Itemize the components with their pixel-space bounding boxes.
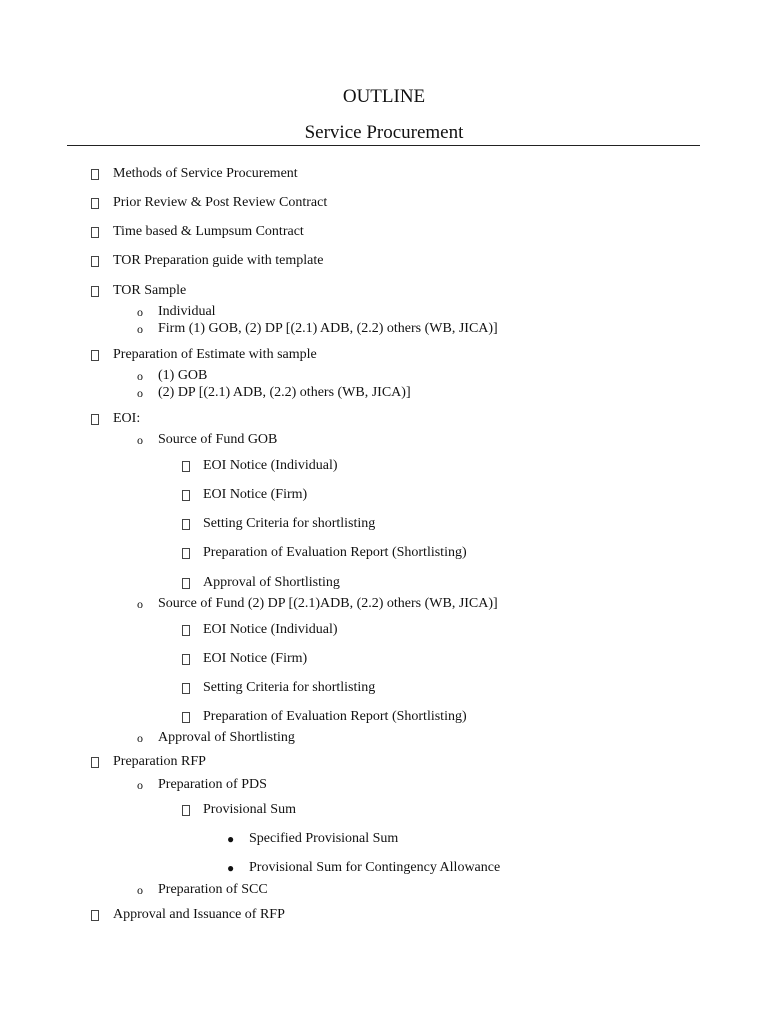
outline-item-text: TOR Preparation guide with template [113,253,324,268]
outline-item-text: Approval and Issuance of RFP [113,907,285,922]
square-bullet-icon [91,227,99,238]
circle-bullet-icon: o [137,386,143,400]
outline-item-text: Source of Fund (2) DP [(2.1)ADB, (2.2) others (WB, JICA)] [158,596,498,611]
square-bullet-icon [91,198,99,209]
square-bullet-icon [91,414,99,425]
square-bullet-icon [182,519,190,530]
outline-item-text: Preparation of Evaluation Report (Shortlisting) [203,545,467,560]
dot-bullet-icon: ● [227,832,235,846]
outline-item-text: Preparation of PDS [158,777,267,792]
outline-item-text: (2) DP [(2.1) ADB, (2.2) others (WB, JICA)] [158,385,411,400]
outline-item-text: Preparation of Evaluation Report (Shortlisting) [203,709,467,724]
outline-item-text: Approval of Shortlisting [203,575,340,590]
outline-item-text: Approval of Shortlisting [158,730,295,745]
circle-bullet-icon: o [137,597,143,611]
outline-item-text: EOI Notice (Firm) [203,487,308,502]
square-bullet-icon [91,910,99,921]
title-divider [67,145,700,146]
outline-item-text: Setting Criteria for shortlisting [203,680,376,695]
square-bullet-icon [91,757,99,768]
circle-bullet-icon: o [137,731,143,745]
circle-bullet-icon: o [137,322,143,336]
square-bullet-icon [182,490,190,501]
square-bullet-icon [182,461,190,472]
page-title: OUTLINE [342,86,426,107]
square-bullet-icon [91,256,99,267]
outline-item-text: Prior Review & Post Review Contract [113,195,328,210]
outline-item-text: EOI: [113,411,141,426]
outline-item-text: TOR Sample [113,283,187,298]
outline-item-text: Preparation RFP [113,754,206,769]
circle-bullet-icon: o [137,305,143,319]
outline-item-text: EOI Notice (Firm) [203,651,308,666]
circle-bullet-icon: o [137,778,143,792]
outline-item-text: Provisional Sum [203,802,296,817]
outline-item-text: EOI Notice (Individual) [203,622,338,637]
circle-bullet-icon: o [137,883,143,897]
square-bullet-icon [182,712,190,723]
square-bullet-icon [182,578,190,589]
outline-item-text: EOI Notice (Individual) [203,458,338,473]
outline-item-text: Provisional Sum for Contingency Allowance [249,860,501,875]
circle-bullet-icon: o [137,369,143,383]
outline-item-text: Firm (1) GOB, (2) DP [(2.1) ADB, (2.2) others (WB, JICA)] [158,321,498,336]
outline-item-text: Methods of Service Procurement [113,166,298,181]
outline-item-text: Preparation of Estimate with sample [113,347,317,362]
dot-bullet-icon: ● [227,861,235,875]
outline-item-text: Specified Provisional Sum [249,831,399,846]
outline-item-text: Time based & Lumpsum Contract [113,224,304,239]
outline-item-text: (1) GOB [158,368,208,383]
square-bullet-icon [182,805,190,816]
square-bullet-icon [182,548,190,559]
outline-item-text: Individual [158,304,216,319]
circle-bullet-icon: o [137,433,143,447]
outline-item-text: Preparation of SCC [158,882,268,897]
square-bullet-icon [182,625,190,636]
page-subtitle: Service Procurement [304,122,464,143]
square-bullet-icon [91,350,99,361]
outline-item-text: Source of Fund GOB [158,432,278,447]
square-bullet-icon [91,169,99,180]
square-bullet-icon [182,683,190,694]
square-bullet-icon [182,654,190,665]
outline-item-text: Setting Criteria for shortlisting [203,516,376,531]
square-bullet-icon [91,286,99,297]
